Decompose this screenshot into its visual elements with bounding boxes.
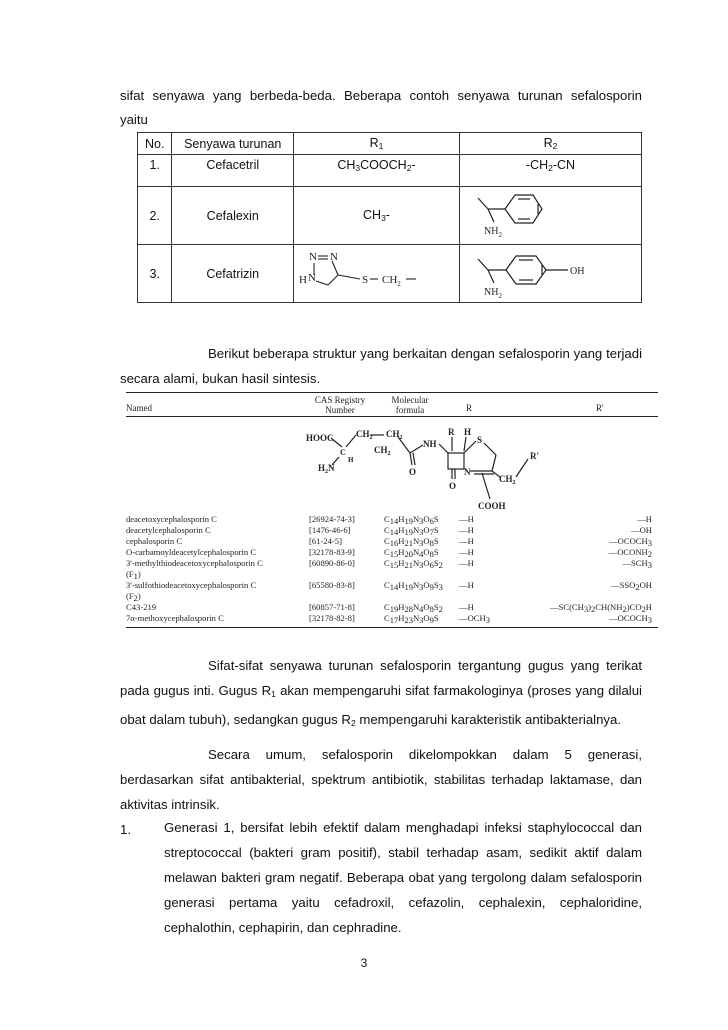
figure-header-formula: Molecular formula	[391, 395, 429, 415]
list-item-1: Generasi 1, bersifat lebih efektif dalam menghadapi infeksi staphylococcal dan streptococcal (bakteri gram positif), stabil terhadap asam, sedikit aktif dalam melawan bakteri gram negatif. Beberapa obat yang tergolong dalam sefalosporin generasi pertama yaitu cefadroxil, cefazolin, cephalexin, cephaloridine, cephalothin, cephapirin, dan cephradine.	[164, 820, 642, 935]
paragraph-generasi: Secara umum, sefalosporin dikelompokkan dalam 5 generasi, berdasarkan sifat antibakterial, spektrum antibiotik, stabilitas terhadap laktamase, dan aktivitas intrinsik.	[120, 747, 642, 812]
svg-text:C: C	[340, 448, 346, 457]
derivative-table	[137, 132, 642, 303]
header-no: No.	[138, 133, 172, 155]
paragraph-natural: Berikut beberapa struktur yang berkaitan dengan sefalosporin yang terjadi secara alami, bukan hasil sintesis.	[120, 346, 642, 386]
svg-text:CH2: $CH_2$	[374, 445, 391, 457]
figure-header-rule	[126, 416, 658, 417]
svg-text:HOOC: HOOC	[306, 433, 334, 443]
figure-row: 3'-sulfothiodeacetoxycephalosporin C [65580-83-8] $C_{14}H_{19}N_3O_9S_3$ —H $—SSO_2OH$	[126, 580, 652, 592]
figure-row: 3'-methylthiodeacetoxycephalosporin C [60890-86-0] $C_{15}H_{21}N_3O_6S_2$ —H $—SCH_3$	[126, 558, 652, 570]
figure-top-rule	[126, 392, 658, 393]
svg-text:COOH: COOH	[478, 501, 506, 511]
row-r2	[459, 245, 641, 303]
header-r2: $R_2$	[459, 133, 641, 155]
row-no: 1.	[138, 155, 172, 187]
list-marker-1: 1.	[120, 822, 131, 837]
svg-text:CH2: $CH_2$	[381, 274, 401, 288]
table-row	[138, 245, 642, 303]
intro-line-1: sifat senyawa yang berbeda-beda. Beberapa contoh senyawa turunan sefalosporin	[120, 88, 642, 103]
header-r1: $R_1$	[293, 133, 459, 155]
svg-text:R: R	[448, 427, 455, 437]
table-header-row	[138, 133, 642, 155]
header-compound: Senyawa turunan	[172, 133, 294, 155]
paragraph-sifat: Sifat-sifat senyawa turunan sefalosporin tergantung gugus yang terikat pada gugus inti. Gugus $R_1$ akan mempengaruhi sifat farmakologinya (proses yang dilalui obat dalam tubuh), sedangkan gugus $R_2$ mempengaruhi karakteristik antibakterialnya.	[120, 658, 642, 728]
svg-text:H2N: $H_2N$	[318, 463, 335, 475]
figure-header-named: Named	[126, 403, 152, 413]
row-r2: $-CH_2-CN$	[459, 155, 641, 187]
figure-bottom-rule	[126, 627, 658, 628]
row-r1: $CH_3COOCH_2-$	[293, 155, 459, 187]
table-row	[138, 155, 642, 187]
figure-header-r: R	[466, 403, 473, 413]
svg-text:R': R'	[530, 451, 539, 461]
svg-text:N: N	[329, 251, 338, 263]
hydroxyphenylglycyl-structure	[460, 245, 641, 302]
figure-row: 7α-methoxycephalosporin C [32178-82-8] $C_{17}H_{23}N_3O_9S$ $—OCH_3$ $—OCOCH_3$	[126, 613, 652, 625]
svg-text:N: N	[307, 272, 316, 284]
phenylglycyl-structure	[460, 187, 641, 244]
svg-text:S: S	[361, 274, 369, 286]
svg-text:H: H	[348, 456, 354, 464]
svg-text:O: O	[409, 467, 417, 477]
svg-text:O: O	[449, 481, 457, 491]
row-r2	[459, 187, 641, 245]
intro-line-2: yaitu	[120, 112, 148, 127]
svg-text:NH2: $NH_2$	[483, 226, 502, 239]
svg-text:H: H	[464, 427, 472, 437]
svg-text:OH: OH	[569, 266, 585, 277]
figure-row: cephalosporin C [61-24-5] $C_{16}H_{21}N_3O_8S$ —H $—OCOCH_3$	[126, 536, 652, 548]
figure-row: deacetoxycephalosporin C [26924-74-3] $C_{14}H_{19}N_3O_6S$ —H —H	[126, 514, 652, 526]
row-no: 3.	[138, 245, 172, 303]
figure-row: C43-219 [60857-71-8] $C_{19}H_{28}N_4O_8S_2$ —H $—SC(CH_3)_2CH(NH_2)CO_2H$	[126, 602, 652, 614]
svg-text:N: N	[464, 467, 471, 477]
figure-header-cas: CAS Registry Number	[314, 395, 366, 415]
table-row	[138, 187, 642, 245]
triazolylthio-structure	[294, 245, 459, 302]
figure-row: $(F_1)$	[126, 569, 141, 581]
figure-row: O-carbamoyldeacetylcephalosporin C [32178-83-9] $C_{15}H_{20}N_4O_8S$ —H $—OCONH_2$	[126, 547, 652, 559]
figure-row: deacetylcephalosporin C [1476-46-6] $C_{14}H_{19}N_3O_7S$ —H —OH	[126, 525, 652, 537]
row-r1: $CH_3-$	[293, 187, 459, 245]
svg-text:CH2: $CH_2$	[356, 429, 373, 441]
figure-row: $(F_2)$	[126, 591, 141, 603]
row-name: Cefatrizin	[172, 245, 294, 303]
svg-text:CH2: $CH_2$	[386, 429, 403, 441]
row-no: 2.	[138, 187, 172, 245]
svg-text:H: H	[298, 274, 307, 286]
svg-text:N: N	[308, 251, 317, 263]
svg-text:S: S	[477, 435, 483, 445]
cephem-core-structure	[306, 427, 566, 517]
figure-header-rprime: R'	[596, 403, 604, 413]
row-name: Cefalexin	[172, 187, 294, 245]
page-number: 3	[360, 956, 368, 970]
row-r1	[293, 245, 459, 303]
natural-cephalosporin-figure	[126, 389, 658, 636]
svg-text:CH2: $CH_2$	[499, 474, 516, 486]
svg-text:NH: NH	[423, 439, 437, 449]
row-name: Cefacetril	[172, 155, 294, 187]
svg-text:NH2: $NH_2$	[483, 287, 502, 300]
